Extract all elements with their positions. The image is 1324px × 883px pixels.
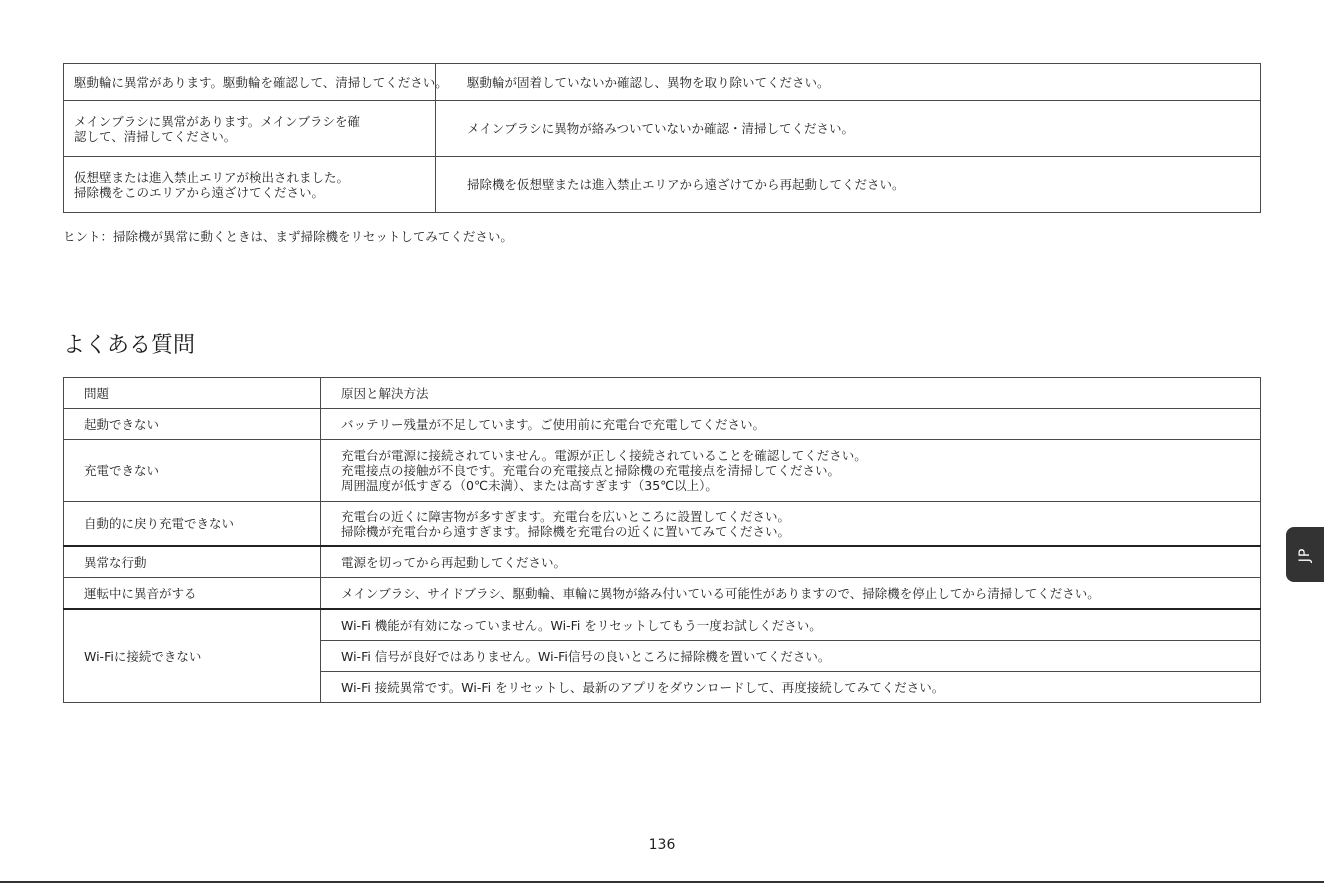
error-problem-text: 駆動輪に異常があります。駆動輪を確認して、清掃してください。 — [74, 74, 448, 90]
faq-problem: 自動的に戻り充電できない — [64, 502, 321, 547]
error-problem-text: 掃除機をこのエリアから遠ざけてください。 — [74, 184, 325, 200]
error-problem-text: メインブラシに異常があります。メインブラシを確 — [74, 113, 361, 129]
faq-table — [63, 377, 1261, 703]
error-problem-cell — [64, 157, 436, 213]
faq-row — [64, 546, 1261, 578]
error-row — [64, 157, 1261, 213]
faq-solution-wifi: Wi-Fi 信号が良好ではありません。Wi-Fi信号の良いところに掃除機を置いてください。 — [321, 641, 1261, 672]
faq-row-wifi — [64, 609, 1261, 641]
faq-solution: メインブラシ、サイドブラシ、駆動輪、車輪に異物が絡み付いている可能性がありますので、掃除機を停止してから清掃してください。 — [321, 578, 1261, 610]
faq-solution — [321, 502, 1261, 547]
faq-solution-wifi: Wi-Fi 機能が有効になっていません。Wi-Fi をリセットしてもう一度お試しください。 — [321, 609, 1261, 641]
error-solution-cell: 掃除機を仮想壁または進入禁止エリアから遠ざけてから再起動してください。 — [436, 157, 1261, 213]
faq-title: よくある質問 — [63, 333, 196, 358]
language-tab-label: JP — [1297, 547, 1313, 562]
faq-problem: 異常な行動 — [64, 546, 321, 578]
language-tab — [1286, 527, 1324, 582]
faq-row — [64, 502, 1261, 547]
faq-problem: 起動できない — [64, 409, 321, 440]
error-problem-text: 仮想壁または進入禁止エリアが検出されました。 — [74, 169, 350, 185]
error-problem-text: 認して、清掃してください。 — [74, 128, 237, 144]
error-problem-cell — [64, 101, 436, 157]
faq-problem-wifi: Wi-Fiに接続できない — [64, 609, 321, 703]
faq-row — [64, 409, 1261, 440]
faq-header-row — [64, 378, 1261, 409]
hint-text: ヒント：掃除機が異常に動くときは、まず掃除機をリセットしてみてください。 — [63, 229, 513, 244]
faq-solution-line: 充電台の近くに障害物が多すぎます。充電台を広いところに設置してください。 — [341, 508, 791, 524]
page-number: 136 — [648, 837, 676, 853]
faq-solution — [321, 440, 1261, 502]
faq-header-solution: 原因と解決方法 — [321, 378, 1261, 409]
faq-solution: バッテリー残量が不足しています。ご使用前に充電台で充電してください。 — [321, 409, 1261, 440]
faq-solution-line: 充電台が電源に接続されていません。電源が正しく接続されていることを確認してください。 — [341, 448, 867, 463]
faq-solution: 電源を切ってから再起動してください。 — [321, 546, 1261, 578]
faq-solution-line: 周囲温度が低すぎる（0℃未満）、または高すぎます（35℃以上）。 — [341, 478, 718, 493]
error-row — [64, 64, 1261, 101]
faq-problem: 充電できない — [64, 440, 321, 502]
error-solution-cell: 駆動輪が固着していないか確認し、異物を取り除いてください。 — [436, 64, 1261, 101]
faq-row — [64, 440, 1261, 502]
faq-solution-wifi: Wi-Fi 接続異常です。Wi-Fi をリセットし、最新のアプリをダウンロードして、再度接続してみてください。 — [321, 672, 1261, 703]
error-row — [64, 101, 1261, 157]
faq-row — [64, 578, 1261, 610]
faq-problem: 運転中に異音がする — [64, 578, 321, 610]
faq-solution-line: 掃除機が充電台から遠すぎます。掃除機を充電台の近くに置いてみてください。 — [341, 523, 791, 539]
error-table — [63, 63, 1261, 213]
error-problem-cell — [64, 64, 448, 101]
faq-header-problem: 問題 — [64, 378, 321, 409]
faq-solution-line: 充電接点の接触が不良です。充電台の充電接点と掃除機の充電接点を清掃してください。 — [341, 463, 841, 478]
error-solution-cell: メインブラシに異物が絡みついていないか確認・清掃してください。 — [436, 101, 1261, 157]
